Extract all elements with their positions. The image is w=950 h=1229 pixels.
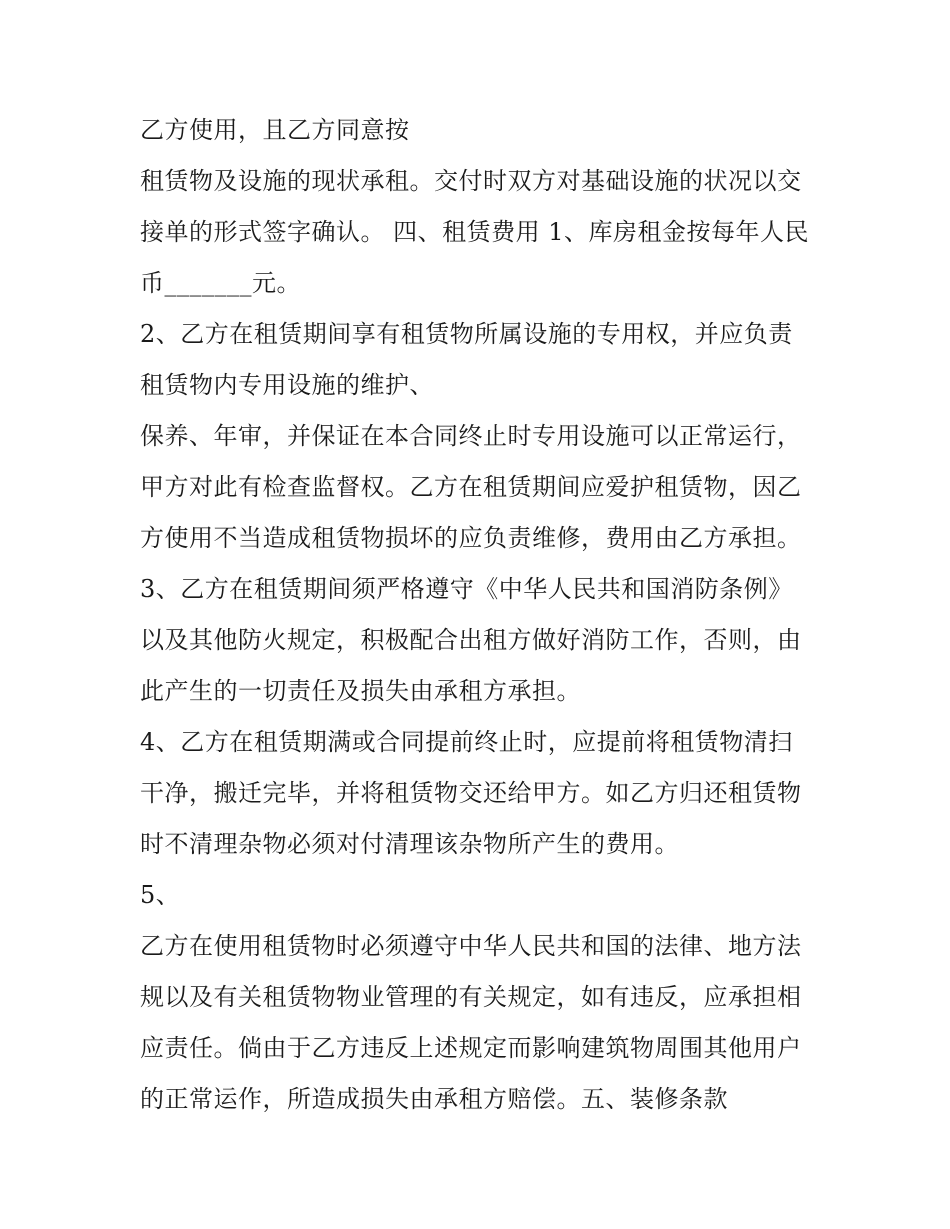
text-line: 乙方使用，且乙方同意按	[140, 116, 410, 144]
document-body	[140, 105, 820, 1125]
text-line: 应责任。倘由于乙方违反上述规定而影响建筑物周围其他用户	[140, 1034, 802, 1062]
text-line: 干净，搬迁完毕，并将租赁物交还给甲方。如乙方归还租赁物	[140, 779, 802, 807]
text-line: 租赁物及设施的现状承租。交付时双方对基础设施的状况以交	[140, 167, 802, 195]
text-line: 2、乙方在租赁期间享有租赁物所属设施的专用权，并应负责	[140, 320, 793, 348]
text-line: 4、乙方在租赁期满或合同提前终止时，应提前将租赁物清扫	[140, 728, 793, 756]
text-line: 3、乙方在租赁期间须严格遵守《中华人民共和国消防条例》	[140, 575, 793, 603]
text-line: 时不清理杂物必须对付清理该杂物所产生的费用。	[140, 830, 679, 858]
text-line: 保养、年审，并保证在本合同终止时专用设施可以正常运行，	[140, 422, 802, 450]
text-line: 乙方在使用租赁物时必须遵守中华人民共和国的法律、地方法	[140, 932, 802, 960]
text-line: 的正常运作，所造成损失由承租方赔偿。五、装修条款	[140, 1085, 728, 1113]
text-line: 币_______元。	[140, 269, 301, 297]
text-line: 此产生的一切责任及损失由承租方承担。	[140, 677, 581, 705]
text-line: 接单的形式签字确认。 四、租赁费用 1、库房租金按每年人民	[140, 218, 810, 246]
text-line: 租赁物内专用设施的维护、	[140, 371, 434, 399]
text-line: 规以及有关租赁物物业管理的有关规定，如有违反，应承担相	[140, 983, 802, 1011]
text-line: 5、	[140, 881, 181, 909]
text-line: 甲方对此有检查监督权。乙方在租赁期间应爱护租赁物，因乙	[140, 473, 802, 501]
text-line: 方使用不当造成租赁物损坏的应负责维修，费用由乙方承担。	[140, 524, 802, 552]
text-line: 以及其他防火规定，积极配合出租方做好消防工作，否则，由	[140, 626, 802, 654]
